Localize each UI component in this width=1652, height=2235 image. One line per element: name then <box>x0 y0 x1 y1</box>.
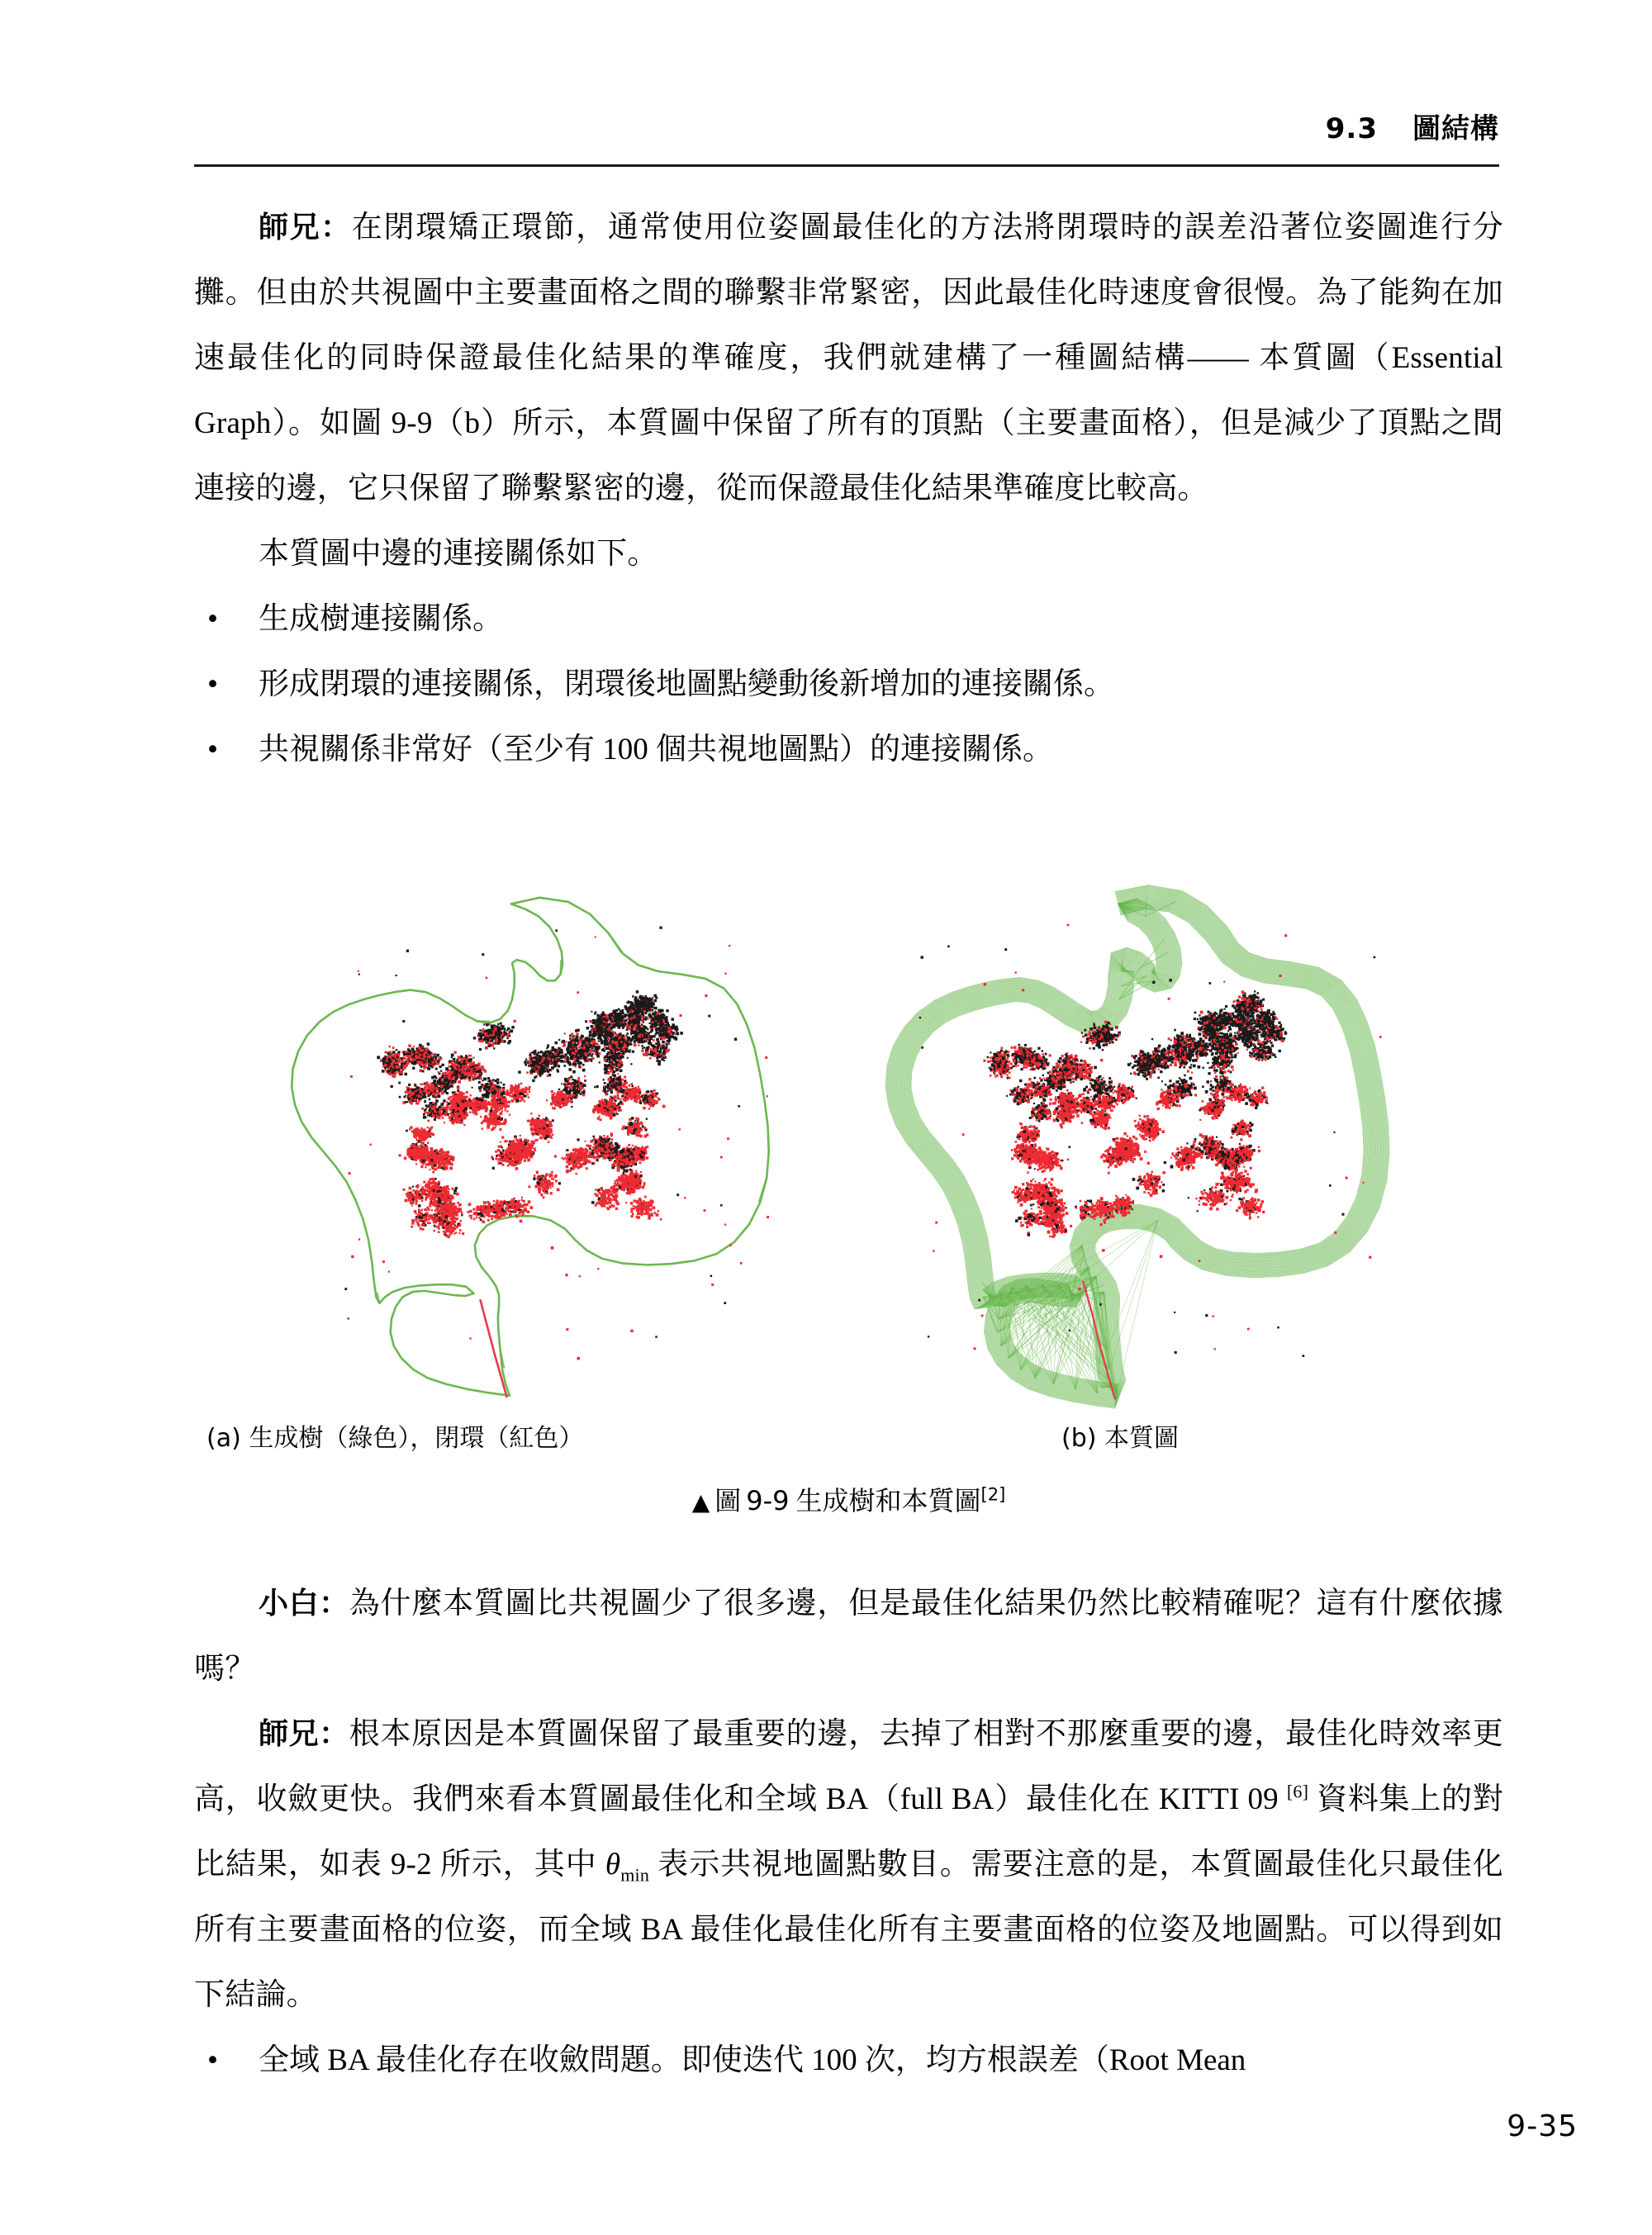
figure-panel-spanning-tree <box>240 869 818 1414</box>
bullet-list-bottom <box>194 2028 1503 2093</box>
speaker-label-shixiong: 師兄： <box>259 1717 349 1751</box>
paragraph-3-text: 為什麼本質圖比共視圖少了很多邊，但是最佳化結果仍然比較精確呢？這有什麼依據嗎？ <box>194 1587 1503 1686</box>
body-text-top <box>194 195 1503 782</box>
list-item <box>194 2028 1503 2093</box>
essential-graph-plot <box>847 869 1425 1414</box>
bullet-dot-icon: • <box>207 733 218 766</box>
figure-panel-essential-graph <box>847 869 1425 1414</box>
bullet-dot-icon: • <box>207 2043 218 2077</box>
figure-caption-number: 9-9 <box>746 1485 790 1516</box>
list-item <box>194 652 1503 717</box>
figure-9-9 <box>194 869 1503 1518</box>
section-number: 9.3 <box>1325 112 1378 145</box>
loop-closure-edge <box>481 1300 507 1397</box>
list-item <box>194 717 1503 782</box>
paragraph-2-text: 本質圖中邊的連接關係如下。 <box>259 537 658 571</box>
bullet-dot-icon: • <box>207 667 218 701</box>
reference-marker-6: [6] <box>1286 1781 1309 1802</box>
list-item-text: 生成樹連接關係。 <box>259 602 503 636</box>
speaker-label-xiaobai: 小白： <box>259 1587 349 1620</box>
figure-caption-label: 圖 <box>714 1485 742 1516</box>
subcaption-b: (b) 本質圖 <box>1061 1424 1179 1453</box>
paragraph-4-part-2: 資料集上的對比結果，如表 9-2 所示，其中 <box>194 1782 1503 1881</box>
paragraph-4 <box>194 1701 1503 2028</box>
figure-caption-title: 生成樹和本質圖 <box>795 1485 981 1516</box>
list-item-text: 形成閉環的連接關係，閉環後地圖點變動後新增加的連接關係。 <box>259 667 1114 701</box>
body-text-bottom <box>194 1571 1503 2093</box>
subcaption-a: (a) 生成樹（綠色），閉環（紅色） <box>206 1424 584 1453</box>
page-number: 9-35 <box>1507 2109 1578 2143</box>
list-item <box>194 586 1503 652</box>
figure-subcaptions <box>194 1417 1503 1469</box>
figure-caption-reference: [2] <box>980 1484 1006 1505</box>
paragraph-1-text: 在閉環矯正環節，通常使用位姿圖最佳化的方法將閉環時的誤差沿著位姿圖進行分攤。但由於共視圖中主要畫面格之間的聯繫非常緊密，因此最佳化時速度會很慢。為了能夠在加速最佳化的同時保證最佳化結果的準確度，我們就建構了一種圖結構—— 本質圖（Essential Graph）。如圖 9-9（b）所示，本質圖中保留了所有的頂點（主要畫面格），但是減少了頂點之間連接的邊，它只保留了聯繫緊密的邊，從而保證最佳化結果準確度比較高。 <box>194 211 1503 505</box>
figure-caption <box>194 1480 1503 1518</box>
section-title: 圖結構 <box>1412 112 1499 145</box>
theta-symbol: θ <box>605 1848 621 1881</box>
paragraph-3 <box>194 1571 1503 1701</box>
paragraph-1 <box>194 195 1503 521</box>
paragraph-4-part-1: 根本原因是本質圖保留了最重要的邊，去掉了相對不那麼重要的邊，最佳化時效率更高，收斂更快。我們來看本質圖最佳化和全域 BA（full BA）最佳化在 KITTI 09 <box>194 1717 1503 1816</box>
figure-panels <box>194 869 1503 1414</box>
list-item-text: 共視關係非常好（至少有 100 個共視地圖點）的連接關係。 <box>259 733 1053 766</box>
bullet-dot-icon: • <box>207 602 218 636</box>
paragraph-2 <box>194 521 1503 586</box>
bullet-list-top <box>194 586 1503 782</box>
running-head <box>194 106 1499 146</box>
spanning-tree-plot <box>240 869 818 1414</box>
triangle-marker-icon: ▲ <box>691 1488 710 1516</box>
speaker-label-shixiong: 師兄： <box>259 211 352 244</box>
header-rule <box>194 164 1499 167</box>
paragraph-4-part-3: 表示共視地圖點數目。需要注意的是，本質圖最佳化只最佳化所有主要畫面格的位姿，而全域 BA 最佳化最佳化所有主要畫面格的位姿及地圖點。可以得到如下結論。 <box>194 1848 1503 2012</box>
theta-subscript: min <box>620 1864 650 1886</box>
list-item-text: 全域 BA 最佳化存在收斂問題。即使迭代 100 次，均方根誤差（Root Mean <box>259 2043 1246 2077</box>
